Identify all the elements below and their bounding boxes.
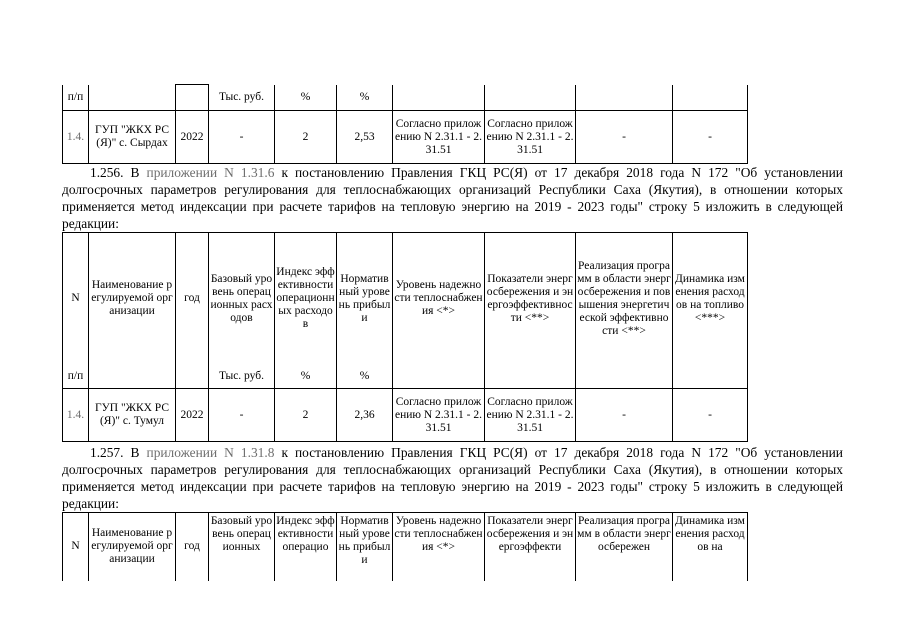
header-cell: Показатели энергосбережения и энергоэффективности <**> <box>485 233 576 365</box>
header-cell: год <box>176 233 209 365</box>
cell <box>176 85 209 111</box>
programs: - <box>576 111 673 164</box>
cell: п/п <box>63 85 89 111</box>
efficiency-index: 2 <box>275 389 337 442</box>
normative-profit: 2,53 <box>337 111 393 164</box>
header-cell: Нормативный уровень прибыли <box>337 233 393 365</box>
header-cell: N <box>63 233 89 365</box>
cell: Тыс. руб. <box>209 85 275 111</box>
cell <box>576 365 673 389</box>
appendix-link[interactable]: приложении N 1.31.8 <box>146 445 275 460</box>
header-cell: Динамика изменения расходов на <box>673 513 748 581</box>
table-2 <box>62 232 748 442</box>
reliability: Согласно приложению N 2.31.1 - 2.31.51 <box>393 389 485 442</box>
row-number: 1.4. <box>63 111 89 164</box>
header-cell: Индекс эффективности операцио <box>275 513 337 581</box>
cell <box>576 85 673 111</box>
organization-name: ГУП "ЖКХ РС(Я)" с. Сырдах <box>89 111 176 164</box>
table-2-units-row <box>63 365 748 389</box>
fuel-dynamics: - <box>673 111 748 164</box>
year: 2022 <box>176 111 209 164</box>
row-number: 1.4. <box>63 389 89 442</box>
programs: - <box>576 389 673 442</box>
paragraph-text: к постановлению Правления ГКЦ РС(Я) от 17 декабря 2018 года N 172 "Об установлении долгосрочных параметров регулирования для теплоснабжающих организаций Республики Саха (Якутия), в отношении которых применяется метод индексации при расчете тарифов на тепловую энергию на 2019 - 2023 годы" строку 5 изложить в следующей редакции: <box>62 165 843 231</box>
paragraph-number: 1.257. В <box>90 445 140 460</box>
cell <box>393 85 485 111</box>
cell <box>673 365 748 389</box>
header-cell: Индекс эффективности операционных расходов <box>275 233 337 365</box>
reliability: Согласно приложению N 2.31.1 - 2.31.51 <box>393 111 485 164</box>
table-row <box>63 389 748 442</box>
cell: п/п <box>63 365 89 389</box>
header-cell: Наименование регулируемой организации <box>89 233 176 365</box>
efficiency-index: 2 <box>275 111 337 164</box>
energy-indicators: Согласно приложению N 2.31.1 - 2.31.51 <box>485 389 576 442</box>
cell: % <box>337 365 393 389</box>
paragraph-text: к постановлению Правления ГКЦ РС(Я) от 17 декабря 2018 года N 172 "Об установлении долгосрочных параметров регулирования для теплоснабжающих организаций Республики Саха (Якутия), в отношении которых применяется метод индексации при расчете тарифов на тепловую энергию на 2019 - 2023 годы" строку 5 изложить в следующей редакции: <box>62 445 843 511</box>
table-3-header-row <box>63 513 748 581</box>
header-cell: Наименование регулируемой организации <box>89 513 176 581</box>
paragraph-number: 1.256. В <box>90 165 140 180</box>
table-1 <box>62 84 748 164</box>
cell <box>89 85 176 111</box>
cell: % <box>275 85 337 111</box>
organization-name: ГУП "ЖКХ РС(Я)" с. Тумул <box>89 389 176 442</box>
cell <box>673 85 748 111</box>
header-cell: Нормативный уровень прибыли <box>337 513 393 581</box>
cell: % <box>275 365 337 389</box>
header-cell: Реализация программ в области энергосбережения и повышения энергетической эффективности <**> <box>576 233 673 365</box>
base-opex: - <box>209 389 275 442</box>
cell <box>89 365 176 389</box>
header-cell: год <box>176 513 209 581</box>
cell <box>485 365 576 389</box>
cell <box>176 365 209 389</box>
header-cell: Базовый уровень операционных расходов <box>209 233 275 365</box>
table-2-header-row <box>63 233 748 365</box>
fuel-dynamics: - <box>673 389 748 442</box>
header-cell: Уровень надежности теплоснабжения <*> <box>393 233 485 365</box>
year: 2022 <box>176 389 209 442</box>
cell: % <box>337 85 393 111</box>
header-cell: Базовый уровень операционных <box>209 513 275 581</box>
appendix-link[interactable]: приложении N 1.31.6 <box>146 165 275 180</box>
header-cell: Уровень надежности теплоснабжения <*> <box>393 513 485 581</box>
normative-profit: 2,36 <box>337 389 393 442</box>
base-opex: - <box>209 111 275 164</box>
paragraph-1-256 <box>62 164 843 232</box>
header-cell: Динамика изменения расходов на топливо <***> <box>673 233 748 365</box>
cell: Тыс. руб. <box>209 365 275 389</box>
header-cell: Показатели энергосбережения и энергоэффекти <box>485 513 576 581</box>
table-1-units-row <box>63 85 748 111</box>
header-cell: Реализация программ в области энергосбережен <box>576 513 673 581</box>
cell <box>485 85 576 111</box>
table-row <box>63 111 748 164</box>
table-3 <box>62 512 748 581</box>
energy-indicators: Согласно приложению N 2.31.1 - 2.31.51 <box>485 111 576 164</box>
cell <box>393 365 485 389</box>
paragraph-1-257 <box>62 444 843 512</box>
header-cell: N <box>63 513 89 581</box>
